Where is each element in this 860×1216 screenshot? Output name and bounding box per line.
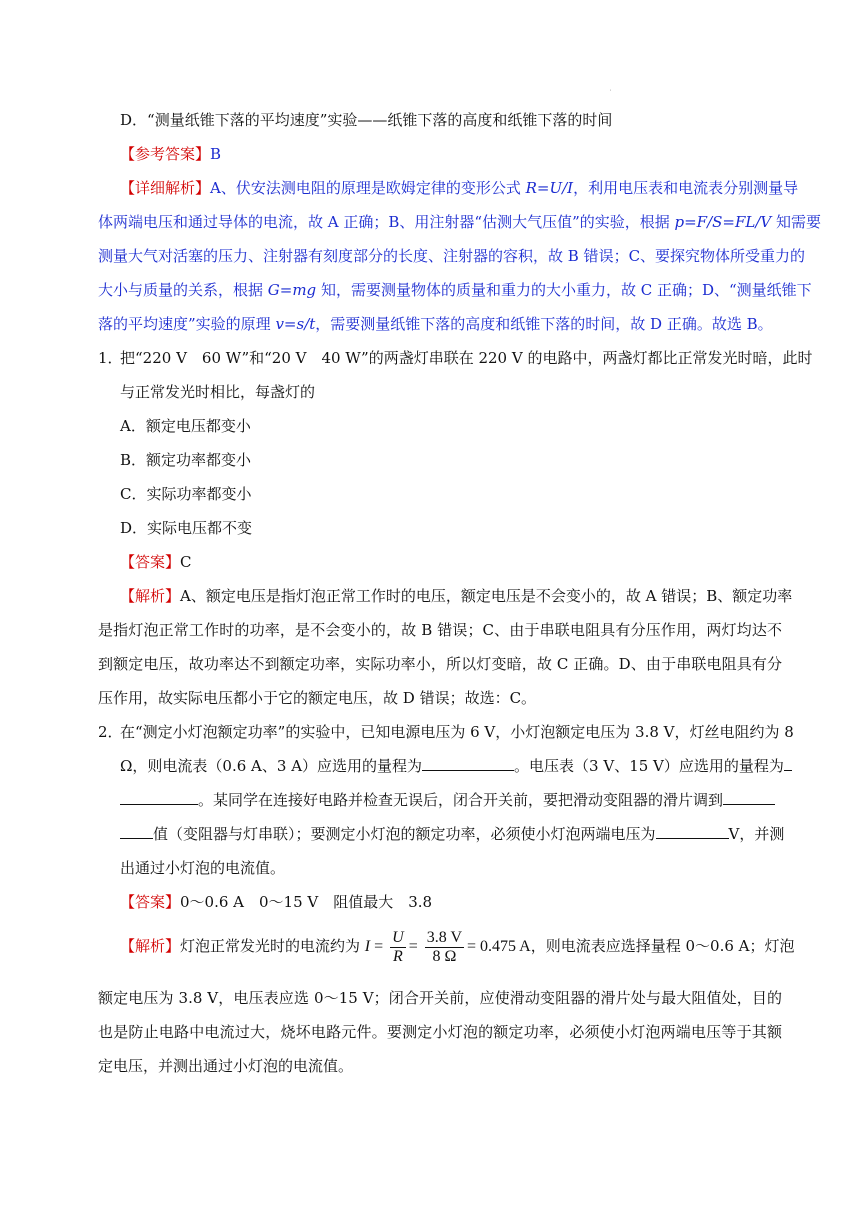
q1-number: 1． (98, 349, 123, 367)
reference-answer-tag: 【参考答案】 (120, 145, 211, 163)
q2-analysis-line-1 (120, 928, 810, 966)
reference-answer-value: B (210, 145, 222, 163)
q1-answer-line (120, 552, 810, 572)
explain-text: ，利用电压表和电流表分别测量导 (573, 179, 799, 197)
formula-result: 0.475 A (480, 937, 531, 955)
explain-text: A、伏安法测电阻的原理是欧姆定律的变形公式 (210, 179, 526, 197)
q2-stem-line-1 (98, 722, 794, 742)
prev-explain-line-4 (98, 280, 812, 300)
q2-analysis-line-3: 也是防止电路中电流过大，烧坏电路元件。要测定小灯泡的额定功率，必须使小灯泡两端电压等于其额 (98, 1023, 782, 1041)
analysis-text: ，则电流表应选择量程 0～0.6 A；灯泡 (530, 937, 795, 955)
analysis-text: 灯泡正常发光时的电流约为 (180, 937, 365, 955)
q2-stem-text: Ω，则电流表（0.6 A、3 A）应选用的量程为 (120, 757, 423, 775)
fraction-denominator: 8 Ω (432, 947, 457, 965)
q2-stem-line-3 (120, 790, 810, 810)
fraction-denominator: R (393, 947, 403, 965)
answer-blank-rated-voltage[interactable] (656, 824, 729, 839)
fraction-values (425, 929, 464, 966)
q2-stem-text: 在“测定小灯泡额定功率”的实验中，已知电源电压为 6 V，小灯泡额定电压为 3.8 V，灯丝电阻约为 8 (120, 723, 794, 741)
q2-analysis-line-2: 额定电压为 3.8 V，电压表应选 0～15 V；闭合开关前，应使滑动变阻器的滑片处与最大阻值处，目的 (98, 989, 782, 1007)
q1-analysis-line-4: 压作用，故实际电压都小于它的额定电压，故 D 错误；故选：C。 (98, 689, 537, 707)
q2-stem-text: 。某同学在连接好电路并检查无误后，闭合开关前，要把滑动变阻器的滑片调到 (198, 791, 724, 809)
q1-option-c: C．实际功率都变小 (120, 485, 252, 503)
q2-stem-text: 值（变阻器与灯串联）；要测定小灯泡的额定功率，必须使小灯泡两端电压为 (153, 825, 656, 843)
q1-stem-line-2: 与正常发光时相比，每盏灯的 (120, 383, 316, 401)
q1-option-b: B．额定功率都变小 (120, 451, 252, 469)
q1-option-d: D．实际电压都不变 (120, 519, 253, 537)
prev-explain-line-3: 测量大气对活塞的压力、注射器有刻度部分的长度、注射器的容积，故 B 错误；C、要探究物体所受重力的 (98, 247, 806, 265)
formula-speed: v=s/t (275, 315, 316, 333)
q2-stem-line-2 (120, 756, 810, 776)
q1-stem-line-1 (98, 348, 813, 368)
prev-answer-line (120, 144, 810, 164)
analysis-text: A、额定电压是指灯泡正常工作时的电压，额定电压是不会变小的，故 A 错误；B、额定功率 (180, 587, 793, 605)
answer-blank-voltmeter-range-start[interactable] (784, 756, 792, 771)
answer-value: C (180, 553, 192, 571)
answer-tag: 【答案】 (120, 553, 181, 571)
current-formula: I = $\frac{U}{R}$ = $\frac{3.8 V}{8 \Omega}$ = 0.475 A (364, 928, 531, 965)
fraction-u-over-r (390, 929, 406, 966)
q1-analysis-line-2: 是指灯泡正常工作时的功率，是不会变小的，故 B 错误；C、由于串联电阻具有分压作用，两灯均达不 (98, 621, 782, 639)
formula-current-symbol: I (364, 937, 371, 955)
formula-pressure: p=F/S=FL/V (674, 213, 772, 231)
fraction-numerator: U (392, 928, 404, 946)
q1-analysis-line-1 (120, 586, 793, 606)
prev-option-d: D．“测量纸锥下落的平均速度”实验——纸锥下落的高度和纸锥下落的时间 (120, 111, 613, 129)
answer-value: 0～0.6 A 0～15 V 阻值最大 3.8 (180, 893, 433, 911)
q2-stem-text: 。电压表（3 V、15 V）应选用的量程为 (514, 757, 784, 775)
answer-blank-slider-position-start[interactable] (723, 790, 775, 805)
answer-blank-slider-position[interactable] (120, 824, 153, 839)
formula-ohm: R=U/I (525, 179, 574, 197)
answer-blank-voltmeter-range[interactable] (120, 790, 198, 805)
q2-analysis-line-4: 定电压，并测出通过小灯泡的电流值。 (98, 1057, 354, 1075)
analysis-tag: 【解析】 (120, 587, 181, 605)
q2-stem-text: V，并测 (728, 825, 785, 843)
detailed-explain-tag: 【详细解析】 (120, 179, 211, 197)
prev-explain-line-5 (98, 314, 788, 334)
answer-tag: 【答案】 (120, 893, 181, 911)
prev-explain-line-1 (120, 178, 799, 198)
q2-answer-line (120, 892, 810, 912)
explain-text: 知，需要测量物体的质量和重力的大小重力，故 C 正确；D、“测量纸锥下 (316, 281, 812, 299)
q2-stem-line-5: 出通过小灯泡的电流值。 (120, 859, 286, 877)
explain-text: 体两端电压和通过导体的电流，故 A 正确；B、用注射器“估测大气压值”的实验，根据 (98, 213, 675, 231)
explain-text: 知需要 (771, 213, 822, 231)
explain-text: 大小与质量的关系，根据 (98, 281, 268, 299)
prev-explain-line-2 (98, 212, 822, 232)
fraction-numerator: 3.8 V (426, 928, 463, 946)
q2-number: 2． (98, 723, 123, 741)
explain-text: ，需要测量纸锥下落的高度和纸锥下落的时间，故 D 正确。故选 B。 (315, 315, 773, 333)
formula-gravity: G=mg (267, 281, 317, 299)
q1-stem-text: 把“220 V 60 W”和“20 V 40 W”的两盏灯串联在 220 V 的电路中，两盏灯都比正常发光时暗，此时 (120, 349, 813, 367)
analysis-tag: 【解析】 (120, 937, 181, 955)
q2-stem-line-4 (120, 824, 810, 844)
q1-analysis-line-3: 到额定电压，故功率达不到额定功率，实际功率小，所以灯变暗，故 C 正确。D、由于串联电阻具有分 (98, 655, 782, 673)
q1-option-a: A．额定电压都变小 (120, 417, 251, 435)
answer-blank-ammeter-range[interactable] (422, 756, 514, 771)
explain-text: 落的平均速度”实验的原理 (98, 315, 276, 333)
corner-mark: ' (610, 90, 612, 96)
